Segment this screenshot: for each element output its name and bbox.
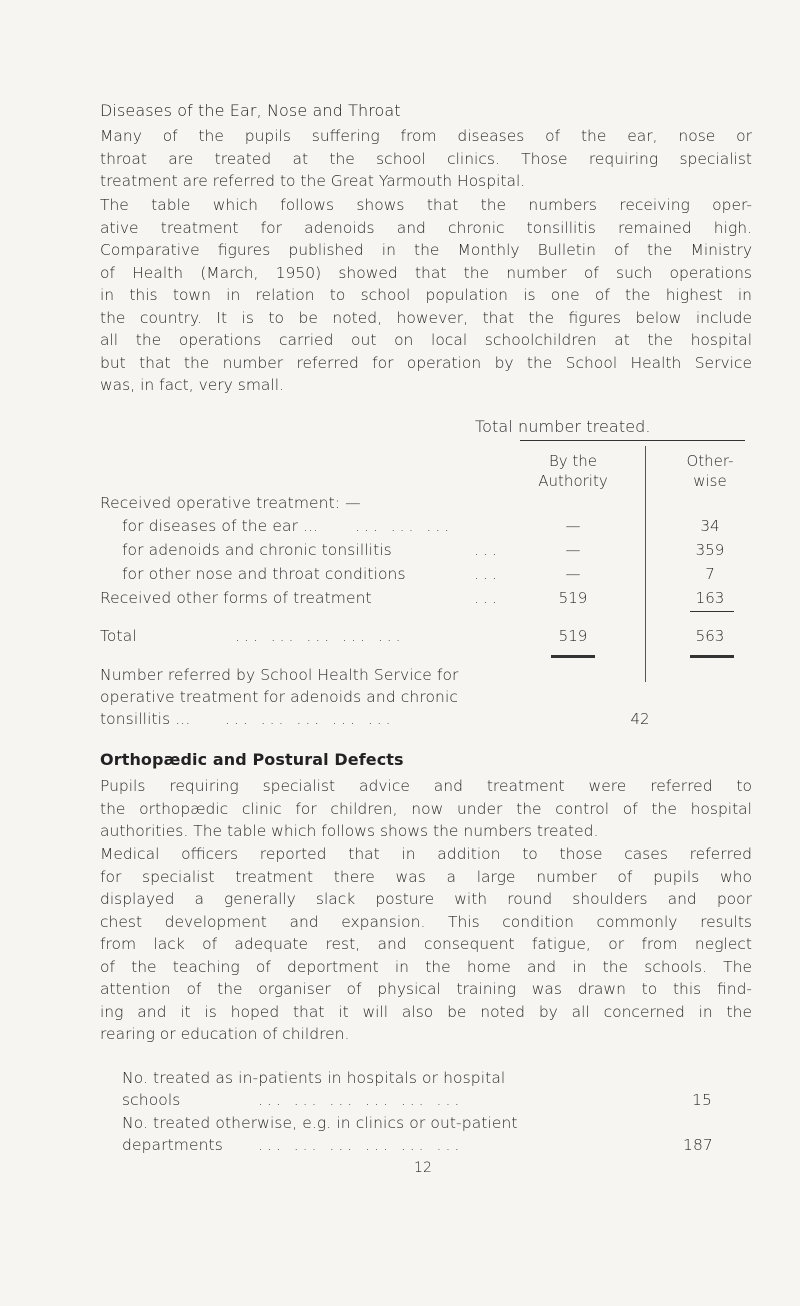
otherwise-line-2: departments: [122, 1136, 223, 1154]
text-line: of the teaching of deportment in the home and in the schools. The: [100, 957, 752, 976]
paragraph-posture: [100, 843, 752, 1046]
otherwise-value: 187: [683, 1136, 713, 1154]
table-title: Total number treated.: [475, 417, 651, 436]
referred-value: 42: [630, 710, 650, 728]
table-title-rule: [520, 440, 745, 441]
total-authority-value: 519: [558, 627, 588, 645]
referred-dots: ... ... ... ... ...: [225, 710, 395, 728]
col-header-authority-1: By the: [548, 452, 598, 470]
text-line: ative treatment for adenoids and chronic tonsillitis remained high.: [100, 218, 752, 237]
text-line: but that the number referred for operation by the School Health Service: [100, 353, 752, 372]
text-line: Comparative figures published in the Monthly Bulletin of the Ministry: [100, 241, 752, 259]
section-heading-ent: Diseases of the Ear, Nose and Throat: [100, 101, 401, 120]
text-line: the orthopædic clinic for children, now under the control of the hospital: [100, 799, 752, 818]
text-line: ing and it is hoped that it will also be noted by all concerned in the: [100, 1002, 752, 1021]
row-label: for other nose and throat conditions: [122, 565, 406, 583]
total-double-rule-otherwise: [690, 655, 734, 658]
text-line: in this town in relation to school population is one of the highest in: [100, 286, 752, 304]
text-line: all the operations carried out on local schoolchildren at the hospital: [100, 331, 752, 349]
row-dots: ...: [474, 589, 501, 607]
row-label: for adenoids and chronic tonsillitis: [122, 541, 392, 559]
paragraph-ent-intro: [100, 125, 752, 193]
col-header-otherwise-2: wise: [693, 472, 727, 490]
referred-line: operative treatment for adenoids and chronic: [100, 688, 459, 706]
text-line: of Health (March, 1950) showed that the number of such operations: [100, 263, 752, 282]
total-double-rule-authority: [551, 655, 595, 658]
inpatient-dots: ... ... ... ... ... ...: [258, 1091, 464, 1109]
text-line: attention of the organiser of physical training was drawn to this find-: [100, 980, 752, 998]
row-otherwise-value: 34: [700, 517, 720, 535]
inpatient-line-1: No. treated as in-patients in hospitals or hospital: [122, 1069, 506, 1087]
text-line: authorities. The table which follows shows the numbers treated.: [100, 822, 599, 840]
row-label: Received other forms of treatment: [100, 589, 372, 607]
row-dots: ...: [474, 541, 501, 559]
otherwise-line-1: No. treated otherwise, e.g. in clinics or out-patient: [122, 1114, 518, 1132]
row-authority-value: —: [565, 541, 581, 559]
row-authority-value: —: [565, 517, 581, 535]
row-authority-value: —: [565, 565, 581, 583]
subtotal-rule: [690, 611, 734, 612]
column-divider: [645, 446, 646, 682]
paragraph-orthopaedic-intro: [100, 775, 752, 843]
text-line: Many of the pupils suffering from diseases of the ear, nose or: [100, 127, 752, 145]
row-otherwise-value: 7: [705, 565, 715, 583]
text-line: Pupils requiring specialist advice and treatment were referred to: [100, 777, 752, 795]
row-dots: ...: [474, 565, 501, 583]
row-authority-value: 519: [558, 589, 588, 607]
text-line: chest development and expansion. This condition commonly results: [100, 912, 752, 931]
text-line: Medical officers reported that in addition to those cases referred: [100, 845, 752, 863]
inpatient-line-2: schools: [122, 1091, 181, 1109]
text-line: throat are treated at the school clinics. Those requiring specialist: [100, 149, 752, 168]
row-label: for diseases of the ear ...: [122, 517, 319, 535]
referred-line: tonsillitis ...: [100, 710, 191, 728]
text-line: The table which follows shows that the numbers receiving oper-: [100, 196, 752, 214]
text-line: was, in fact, very small.: [100, 376, 284, 394]
text-line: treatment are referred to the Great Yarmouth Hospital.: [100, 172, 526, 190]
page-number: 12: [414, 1160, 433, 1176]
text-line: the country. It is to be noted, however, that the figures below include: [100, 308, 752, 327]
total-otherwise-value: 563: [695, 627, 725, 645]
row-dots: ... ... ...: [355, 517, 454, 535]
inpatient-value: 15: [692, 1091, 712, 1109]
text-line: displayed a generally slack posture with round shoulders and poor: [100, 890, 752, 908]
row-otherwise-value: 359: [695, 541, 725, 559]
referred-line: Number referred by School Health Service for: [100, 666, 459, 684]
row-otherwise-value: 163: [695, 589, 725, 607]
text-line: from lack of adequate rest, and consequent fatigue, or from neglect: [100, 935, 752, 953]
otherwise-dots: ... ... ... ... ... ...: [258, 1136, 464, 1154]
col-header-otherwise-1: Other-: [686, 452, 734, 470]
paragraph-ent-table-note: [100, 194, 752, 397]
group-label: Received operative treatment: —: [100, 494, 361, 512]
text-line: rearing or education of children.: [100, 1025, 350, 1043]
section-heading-orthopaedic: Orthopædic and Postural Defects: [100, 750, 404, 769]
col-header-authority-2: Authority: [538, 472, 608, 490]
total-label: Total: [100, 627, 137, 645]
text-line: for specialist treatment there was a large number of pupils who: [100, 867, 752, 886]
total-dots: ... ... ... ... ...: [235, 627, 405, 645]
